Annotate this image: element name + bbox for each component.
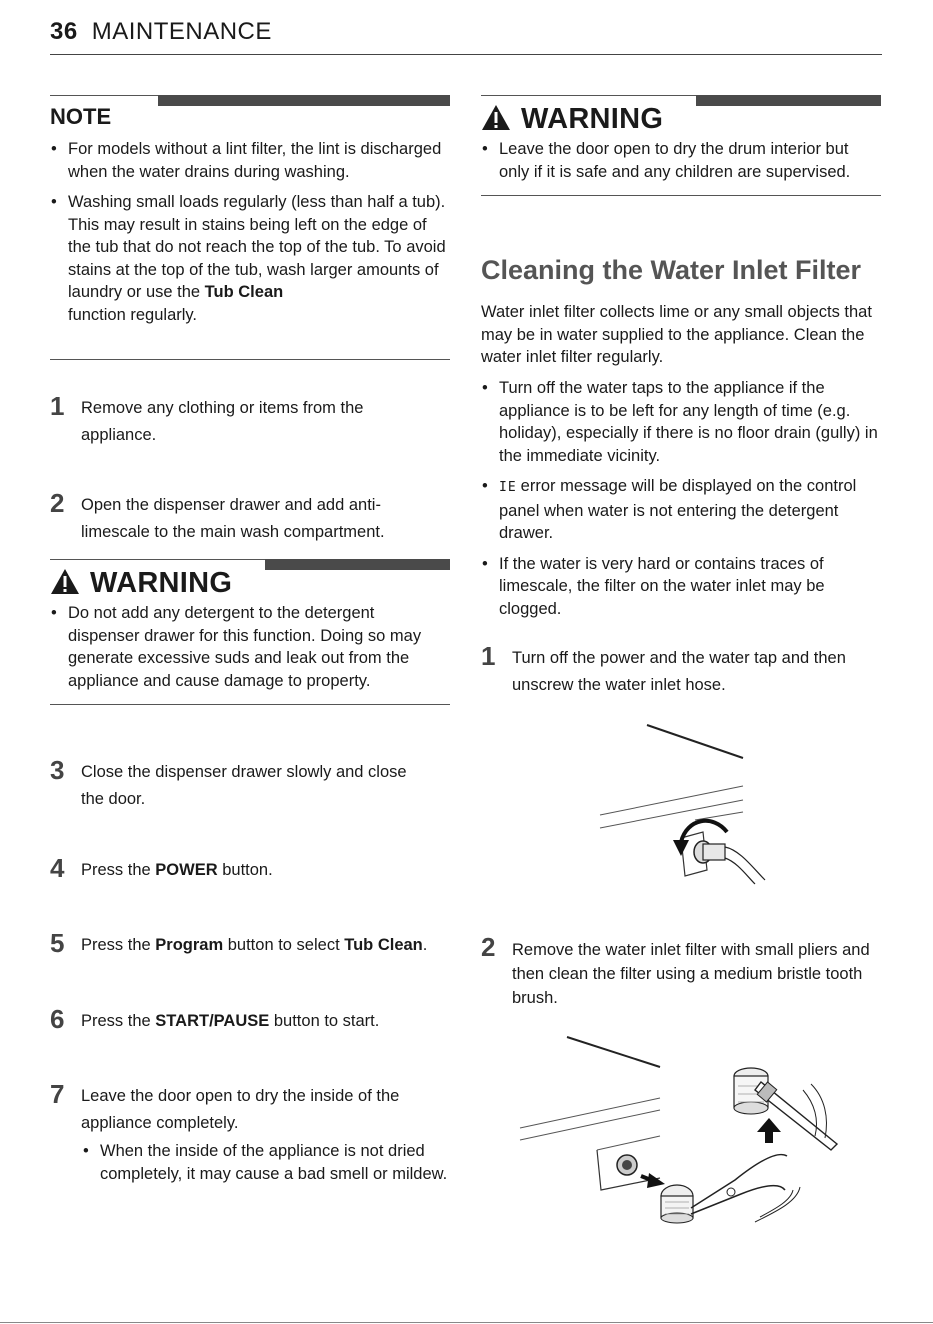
warning-top-line (50, 559, 265, 560)
inlet-port-icon (617, 1155, 637, 1175)
clean-filter-illustration (515, 1032, 850, 1227)
list-item: • If the water is very hard or contains traces of limescale, the filter on the water inlet may be clogged. (481, 553, 882, 621)
step-number: 2 (50, 488, 65, 518)
step-number: 4 (50, 853, 65, 883)
section-title: MAINTENANCE (91, 18, 272, 45)
unscrew-hose-illustration (595, 720, 775, 885)
step-5 (50, 928, 455, 959)
note-item-text: Washing small loads regularly (less than half a tub). This may result in stains being left on the edge of the tub that do not reach the top of the tub. To avoid stains at the top of the tub, wash larger amounts of laundry or use the (68, 193, 446, 301)
step-number: 5 (50, 928, 65, 958)
step-text-post: . (422, 936, 428, 954)
warning-right-heading (481, 103, 663, 136)
step-text-post: button. (217, 861, 273, 879)
warning-right-bar (696, 95, 881, 106)
step-text (81, 1008, 430, 1035)
note-bottom-rule (50, 359, 450, 360)
warning-triangle-icon (481, 104, 511, 131)
hose-connector-icon (694, 841, 765, 884)
filter-bullets (481, 377, 882, 628)
warning-heading (50, 567, 232, 600)
step-number: 1 (481, 641, 496, 671)
power-button-label: POWER (155, 861, 218, 879)
step-text-pre: Press the (81, 936, 156, 954)
step-text-pre: Press the (81, 861, 156, 879)
note-item-bold: Tub Clean (204, 283, 284, 301)
warning-title: WARNING (90, 567, 233, 599)
step-text: Open the dispenser drawer and add anti-limescale to the main wash compartment. (81, 496, 385, 541)
page-header (50, 18, 272, 46)
header-divider (50, 54, 882, 55)
step-text: Close the dispenser drawer slowly and close the door. (81, 763, 407, 808)
warning-right-top-line (481, 95, 696, 96)
step-text (81, 932, 455, 959)
step-7 (50, 1079, 430, 1137)
start-pause-button-label: START/PAUSE (155, 1012, 270, 1030)
list-item: • Leave the door open to dry the drum interior but only if it is safe and any children are supervised. (481, 138, 882, 183)
step-text: Remove any clothing or items from the appliance. (81, 399, 364, 444)
list-item (481, 475, 882, 545)
step-number: 1 (50, 391, 65, 421)
step-3 (50, 755, 430, 813)
section-intro: Water inlet filter collects lime or any small objects that may be in water supplied to the appliance. Clean the water inlet filter regularly. (481, 303, 872, 366)
filter-icon (661, 1185, 693, 1223)
section-heading: Cleaning the Water Inlet Filter (481, 255, 862, 285)
note-item-text-end: function regularly. (68, 305, 198, 324)
step-6 (50, 1004, 430, 1035)
step-text-post: button to start. (269, 1012, 380, 1030)
step-text: Turn off the power and the water tap and then unscrew the water inlet hose. (512, 649, 846, 694)
step-text: Remove the water inlet filter with small pliers and then clean the filter using a medium bristle tooth brush. (512, 941, 870, 1007)
list-item: • For models without a lint filter, the lint is discharged when the water drains during washing. (50, 138, 450, 183)
warning-title: WARNING (521, 103, 664, 135)
tub-clean-label: Tub Clean (344, 936, 423, 954)
page-bottom-rule (0, 1322, 933, 1323)
note-title: NOTE (50, 104, 112, 129)
filter-step-2 (481, 932, 881, 1010)
note-list (50, 138, 450, 334)
warning-bottom-rule (50, 704, 450, 705)
step-7-sublist (82, 1140, 452, 1193)
list-item: • When the inside of the appliance is not dried completely, it may cause a bad smell or mildew. (82, 1140, 452, 1185)
warning-right-list (481, 138, 882, 191)
filter-step-1 (481, 641, 881, 699)
step-text (81, 857, 430, 884)
step-4 (50, 853, 430, 884)
step-text: Leave the door open to dry the inside of the appliance completely. (81, 1087, 400, 1132)
warning-bar (265, 559, 450, 570)
error-code: IE (499, 480, 517, 495)
step-number: 6 (50, 1004, 65, 1034)
note-bar (158, 95, 450, 106)
note-top-line (50, 95, 158, 96)
program-button-label: Program (155, 936, 224, 954)
step-number: 7 (50, 1079, 65, 1109)
up-arrow-icon (757, 1118, 781, 1143)
step-text-mid: button to select (223, 936, 345, 954)
warning-triangle-icon (50, 568, 80, 595)
warning-right-bottom-rule (481, 195, 881, 196)
warning-list (50, 602, 450, 700)
step-2 (50, 488, 430, 546)
step-number: 2 (481, 932, 496, 962)
list-item: • Do not add any detergent to the detergent dispenser drawer for this function. Doing so may generate excessive suds and leak out from the appliance and cause damage to property. (50, 602, 450, 692)
right-arrow-icon (641, 1173, 665, 1188)
pliers-icon (691, 1155, 787, 1214)
step-text-pre: Press the (81, 1012, 156, 1030)
list-item: • Turn off the water taps to the appliance if the appliance is to be left for any length of time (e.g. holiday), especially if there is no floor drain (gully) in the immediate vicinity. (481, 377, 882, 467)
list-item (50, 191, 450, 326)
bullet-text: error message will be displayed on the control panel when water is not entering the detergent drawer. (499, 477, 857, 542)
page-number: 36 (50, 18, 78, 45)
step-number: 3 (50, 755, 65, 785)
step-1 (50, 391, 430, 449)
